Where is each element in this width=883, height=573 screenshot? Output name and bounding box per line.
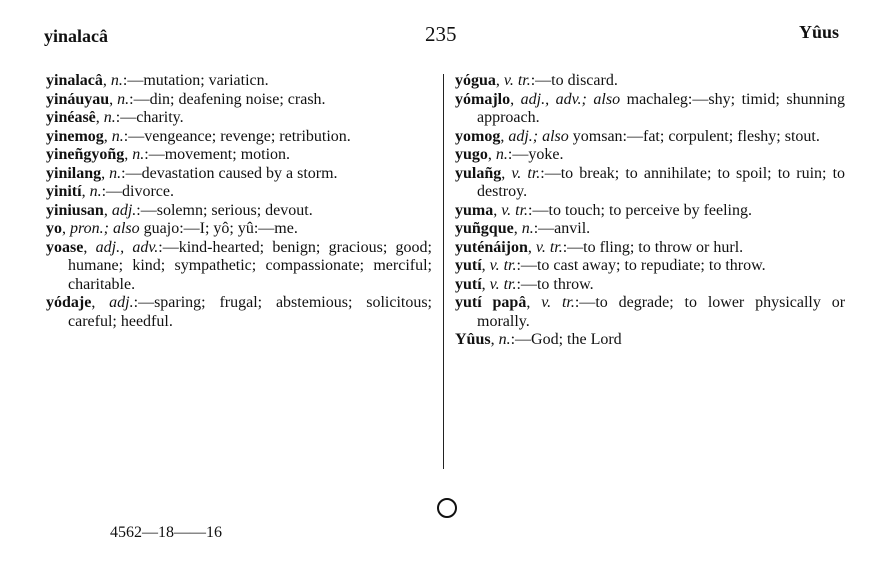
entry-part-of-speech: v. tr. [535,238,563,256]
entry-definition: sparing; frugal; abstemious; solicitous; careful; heedful. [68,294,432,330]
entry-separator: :— [123,127,145,145]
dictionary-entry: yinalacâ, n.:—mutation; variaticn. [46,72,269,89]
entry-headword: yinití [46,183,82,200]
entry-part-of-speech: adj., adv.; also [520,90,621,108]
entry-definition: divorce. [122,183,174,200]
guide-word-left: yinalacâ [44,26,109,46]
entry-definition: to degrade; to lower physically or morally. [477,294,846,330]
entry-part-of-speech: n. [103,109,116,126]
entry-definition: movement; motion. [164,146,291,163]
entry-headword: yinéasê [46,109,96,126]
dictionary-entry: yinemog, n.:—vengeance; revenge; retribution. [46,127,351,145]
dictionary-entry: yógua, v. tr.:—to discard. [455,72,618,89]
entry-separator: :— [115,109,137,126]
entry-definition: to discard. [551,72,618,89]
entry-headword: yiniusan [46,201,104,219]
entry-separator: :— [144,146,165,163]
entry-part-of-speech: v. tr. [489,257,517,274]
entry-separator: :— [122,72,144,89]
entry-part-of-speech: v. tr. [503,72,531,89]
dictionary-entry: yugo, n.:—yoke. [455,146,564,163]
entry-part-of-speech: n. [110,72,123,89]
entry-separator: :— [562,238,584,256]
dictionary-entry: yinéasê, n.:—charity. [46,109,184,126]
entry-separator: guajo:— [139,220,200,237]
dictionary-entry: yiniusan, adj.:—solemn; serious; devout. [46,201,313,219]
entry-headword: yugo [455,146,488,163]
dictionary-entry: yutí, v. tr.:—to cast away; to repudiate; to throw. [455,257,766,274]
dictionary-entry: yinilang, n.:—devastation caused by a storm. [46,164,338,182]
entry-definition: to break; to annihilate; to spoil; to ruin; to destroy. [477,164,846,200]
entry-definition: anvil. [554,220,591,237]
entry-headword: yoase [46,238,84,256]
entry-definition: din; deafening noise; crash. [149,90,326,108]
entry-separator: :— [101,183,123,200]
left-column [46,72,432,331]
entry-definition: God; the Lord [531,331,622,348]
entry-part-of-speech: adj. [109,294,134,311]
entry-headword: yomog [455,127,501,145]
entry-part-of-speech: v. tr. [541,294,575,311]
entry-part-of-speech: n. [521,220,534,237]
entry-part-of-speech: adj.; also [508,127,569,145]
entry-headword: yómajlo [455,90,511,108]
entry-separator: :— [510,331,532,348]
entry-definition: to touch; to perceive by feeling. [548,201,752,219]
entry-part-of-speech: n. [132,146,145,163]
entry-part-of-speech: v. tr. [511,164,541,182]
entry-definition: charity. [136,109,184,126]
dictionary-entry: yutí papâ, v. tr.:—to degrade; to lower physically or morally. [455,294,846,330]
dictionary-entry: yódaje, adj.:—sparing; frugal; abstemious; solicitous; careful; heedful. [46,294,432,330]
entry-headword: yulañg [455,164,502,182]
entry-part-of-speech: n. [109,164,122,182]
entry-headword: Yûus [455,331,491,348]
entry-part-of-speech: n. [89,183,102,200]
circle-mark-icon [437,498,457,518]
dictionary-entry: yomog, adj.; also yomsan:—fat; corpulent; fleshy; stout. [455,127,820,145]
entry-headword: yinalacâ [46,72,103,89]
dictionary-entry: yo, pron.; also guajo:—I; yô; yû:—me. [46,220,298,237]
print-code: 4562—18——16 [110,524,222,541]
entry-definition: mutation; variaticn. [143,72,269,89]
entry-headword: yódaje [46,294,92,311]
entry-separator: :— [540,164,561,182]
entry-definition: devastation caused by a storm. [141,164,338,182]
entry-definition: shy; timid; shunning approach. [477,90,846,126]
entry-separator: yomsan:— [568,127,643,145]
entry-separator: :— [158,238,179,256]
entry-definition: solemn; serious; devout. [156,201,313,219]
column-divider [443,74,444,469]
entry-part-of-speech: n. [111,127,124,145]
entry-definition: yoke. [528,146,564,163]
entry-definition: kind-hearted; benign; gracious; good; humane; kind; sympathetic; compassionate; merciful; charitable. [68,238,432,293]
entry-part-of-speech: v. tr. [501,201,529,219]
entry-headword: yo [46,220,62,237]
dictionary-entry: yináuyau, n.:—din; deafening noise; crash. [46,90,326,108]
entry-headword: yuñgque [455,220,514,237]
page-number: 235 [425,22,457,46]
entry-definition: I; yô; yû:—me. [199,220,298,237]
entry-definition: to fling; to throw or hurl. [583,238,744,256]
guide-word-right: Yûus [798,22,839,42]
entry-separator: :— [533,220,555,237]
entry-headword: yuténáijon [455,238,528,256]
entry-headword: yináuyau [46,90,110,108]
entry-definition: to cast away; to repudiate; to throw. [536,257,766,274]
right-column [455,72,845,350]
entry-part-of-speech: n. [495,146,508,163]
entry-headword: yinilang [46,164,102,182]
entry-part-of-speech: v. tr. [489,275,517,293]
entry-separator: :— [516,275,537,293]
dictionary-entry: yutí, v. tr.:—to throw. [455,275,594,293]
entry-separator: :— [530,72,552,89]
dictionary-entry: Yûus, n.:—God; the Lord [455,331,622,348]
entry-separator: :— [528,201,549,219]
entry-separator: :— [121,164,142,182]
entry-separator: :— [129,90,150,108]
entry-definition: to throw. [536,275,594,293]
entry-headword: yutí [455,257,482,274]
dictionary-entry: yuténáijon, v. tr.:—to fling; to throw or hurl. [455,238,744,256]
entry-separator: machaleg:— [620,90,709,108]
entry-headword: yuma [455,201,494,219]
entry-part-of-speech: adj., adv. [95,238,159,256]
entry-part-of-speech: pron.; also [70,220,140,237]
entry-headword: yutí papâ [455,294,527,311]
entry-separator: :— [133,294,155,311]
entry-headword: yutí [455,275,482,293]
dictionary-entry: yuñgque, n.:—anvil. [455,220,591,237]
dictionary-entry: yulañg, v. tr.:—to break; to annihilate; to spoil; to ruin; to destroy. [455,164,846,200]
entry-separator: :— [507,146,529,163]
dictionary-entry: yineñgyoñg, n.:—movement; motion. [46,146,291,163]
entry-headword: yineñgyoñg [46,146,125,163]
entry-separator: :— [136,201,157,219]
entry-definition: fat; corpulent; fleshy; stout. [643,127,820,145]
entry-headword: yógua [455,72,496,89]
entry-separator: :— [516,257,537,274]
entry-separator: :— [574,294,596,311]
entry-part-of-speech: adj. [111,201,137,219]
entry-definition: vengeance; revenge; retribution. [144,127,351,145]
entry-headword: yinemog [46,127,104,145]
entry-part-of-speech: n. [498,331,511,348]
entry-part-of-speech: n. [117,90,130,108]
dictionary-entry: yuma, v. tr.:—to touch; to perceive by feeling. [455,201,752,219]
dictionary-entry: yinití, n.:—divorce. [46,183,174,200]
dictionary-entry: yómajlo, adj., adv.; also machaleg:—shy; timid; shunning approach. [455,90,846,126]
dictionary-entry: yoase, adj., adv.:—kind-hearted; benign; gracious; good; humane; kind; sympathetic; compassionate; merciful; charitable. [46,238,432,293]
